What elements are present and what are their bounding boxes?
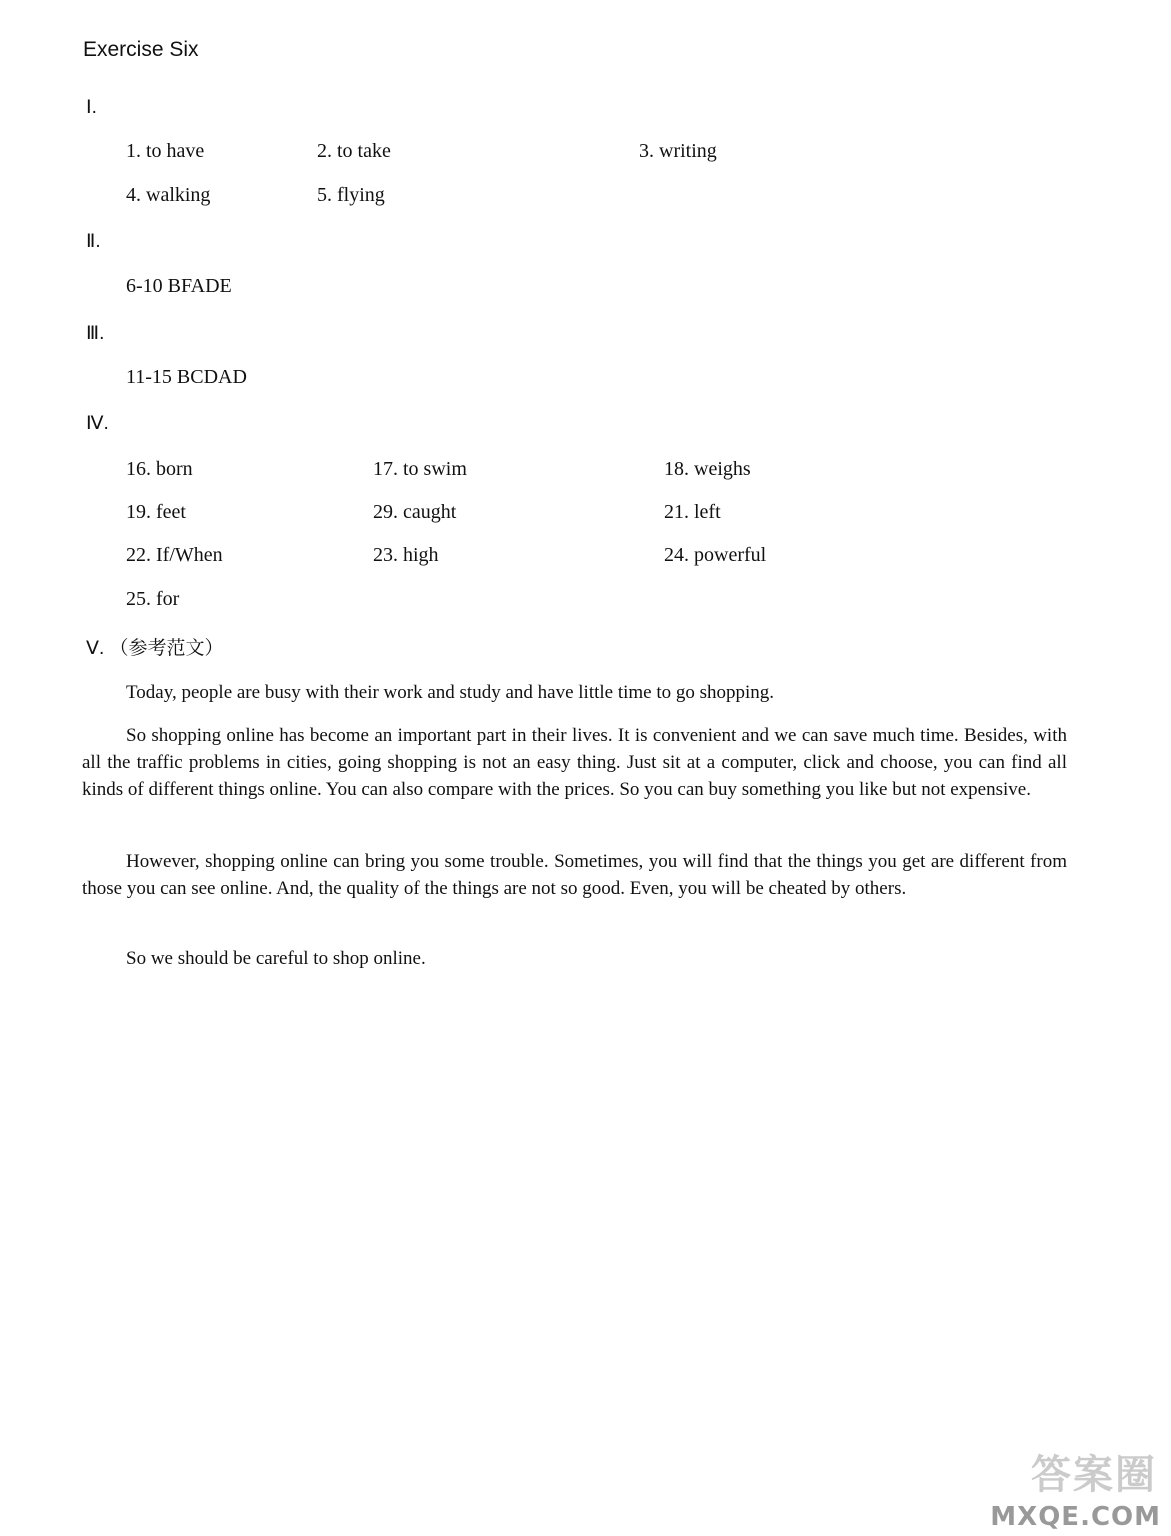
answer-code: 11-15 BCDAD [126,366,247,388]
answer-item: 5. flying [317,184,385,206]
answer-item: 2. to take [317,140,391,162]
answer-item: 25. for [126,588,180,610]
section-4-label: Ⅳ. [86,413,109,434]
section-1-label: Ⅰ. [86,97,97,118]
section-3-label: Ⅲ. [86,323,105,344]
section-5-label: Ⅴ. （参考范文） [86,638,224,659]
answer-item: 1. to have [126,140,205,162]
answer-item: 19. feet [126,501,186,523]
answer-item: 22. If/When [126,544,223,566]
essay-paragraph: So shopping online has become an important part in their lives. It is convenient and we can save much time. Besides, with all the traffic problems in cities, going shopping is not an easy thing. Just sit at a computer, click and choose, you can find all kinds of different things online. You can also compare with the prices. So you can buy something you like but not expensive. [82,725,1067,800]
page-title: Exercise Six [83,38,199,61]
answer-item: 3. writing [639,140,717,162]
answer-item: 21. left [664,501,721,523]
section-2-label: Ⅱ. [86,231,101,252]
watermark-url: MXQE.COM [990,1502,1161,1532]
answer-item: 17. to swim [373,458,467,480]
answer-item: 24. powerful [664,544,767,566]
essay-paragraph: However, shopping online can bring you some trouble. Sometimes, you will find that the things you get are different from those you can see online. And, the quality of the things are not so good. Even, you will be cheated by others. [82,851,1067,899]
answer-item: 18. weighs [664,458,751,480]
answer-item: 4. walking [126,184,211,206]
answer-code: 6-10 BFADE [126,275,232,297]
essay-paragraph: So we should be careful to shop online. [126,948,426,969]
answer-item: 29. caught [373,501,457,523]
answer-item: 16. born [126,458,193,480]
answer-item: 23. high [373,544,439,566]
watermark-logo: 答案圈 [1031,1452,1157,1498]
essay-paragraph: Today, people are busy with their work and study and have little time to go shopping. [126,682,775,703]
